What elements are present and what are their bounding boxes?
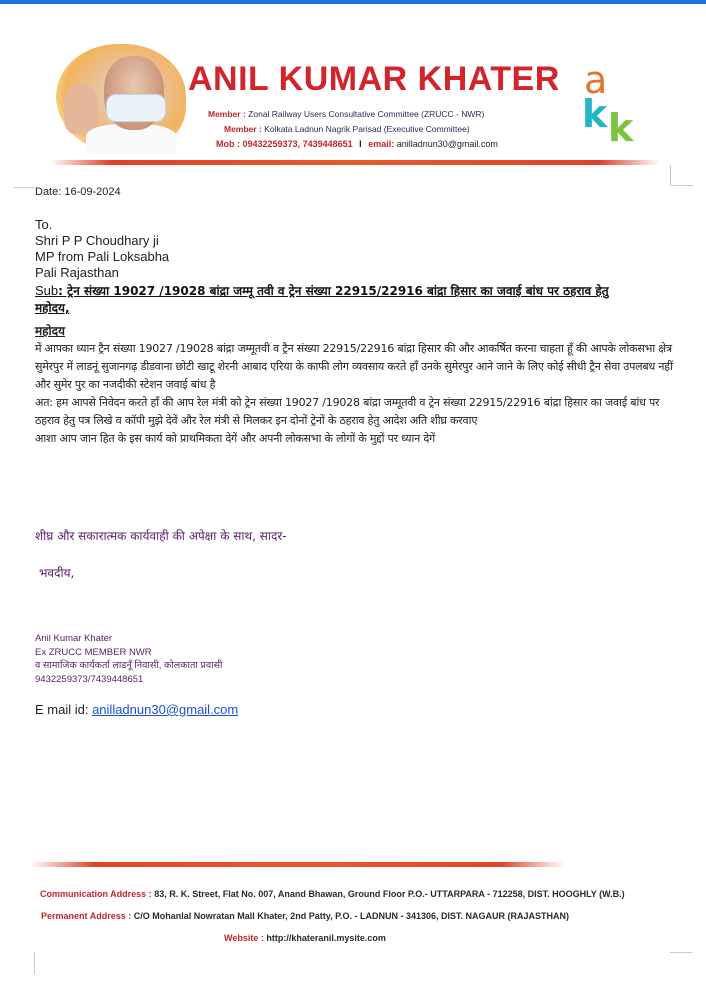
header-email-value: anilladnun30@gmail.com	[396, 139, 498, 149]
perm-label: Permanent Address :	[41, 911, 132, 921]
subject-line	[35, 282, 675, 317]
web-label: Website :	[224, 933, 264, 943]
perm-value: C/O Mohanlal Nowratan Mall Khater, 2nd Patty, P.O. - LADNUN - 341306, DIST. NAGAUR (RAJASTHAN)	[133, 911, 569, 921]
recipient-line: Shri P P Choudhary ji	[35, 233, 159, 248]
membership-1-label: Member :	[208, 109, 246, 119]
signature-name: Anil Kumar Khater	[35, 633, 113, 644]
comm-label: Communication Address :	[40, 889, 152, 899]
subject-line-2: महोदय,	[35, 301, 70, 315]
regards: भवदीय,	[39, 566, 75, 580]
contact-line	[216, 139, 498, 149]
crop-mark-top-right	[670, 165, 693, 186]
salutation: महोदय	[35, 324, 65, 338]
header-divider	[50, 160, 660, 165]
logo-letter-k2: k	[608, 106, 634, 150]
email-link[interactable]: anilladnun30@gmail.com	[92, 702, 239, 717]
letterhead-name: ANIL KUMAR KHATER	[188, 60, 560, 98]
footer-addresses	[40, 883, 625, 949]
body-paragraph: अत: हम आपसे निवेदन करते हाँ की आप रेल मंत्री को ट्रेन संख्या 19027 /19028 बांद्रा जम्मूतवी व ट्रेन संख्या 22915/22916 बांद्रा हिसार का जवाई बांध पर ठहराव हेतु पत्र लिखे व कॉपी मुझे देवें और रेल मंत्री से मिलकर इन दोनों ट्रेनों के ठहराव हेतु आदेश अति शीघ्र करवाए	[35, 396, 660, 427]
letter-body	[35, 340, 675, 448]
membership-line-1	[208, 109, 484, 119]
crop-mark-bottom-left	[34, 952, 36, 974]
logo-letter-a: a	[584, 58, 608, 102]
body-paragraph: में आपका ध्यान ट्रैन संख्या 19027 /19028 बांद्रा जम्मूतवी व ट्रैन संख्या 22915/22916 बांद्रा हिसार की और आकर्षित करना चाहता हूँ की आपके लोकसभा क्षेत्र सुमेरपुर में लाडनूं सुजानगढ़ डीडवाना छोटी खाटू शेरनी आबाद एरिया के काफी लोग व्यवसाय करते हाँ उनके सुमेरपुर आने जाने के लिए कोई सीधी ट्रैन सेवा उपलबध नहीं और सुमेर पुर का नजदीकी स्टेशन जवाई बांध है	[35, 342, 673, 391]
signature-block	[35, 632, 223, 686]
akk-logo	[582, 58, 652, 148]
crop-mark-top-left	[14, 167, 34, 188]
membership-2-label: Member :	[224, 124, 262, 134]
recipient-block	[35, 217, 169, 281]
top-accent-bar	[0, 0, 706, 4]
email-line	[35, 702, 238, 717]
subject-text: : ट्रेन संख्या 19027 /19028 बांद्रा जम्मू तवी व ट्रेन संख्या 22915/22916 बांद्रा हिसार का जवाई बांध पर ठहराव हेतु	[58, 284, 609, 298]
portrait-mask	[106, 94, 166, 122]
signature-phone: 9432259373/7439448651	[35, 673, 144, 685]
membership-2-text: Kolkata Ladnun Nagrik Parisad (Executive Committee)	[264, 124, 470, 134]
membership-line-2	[224, 124, 470, 134]
mob-label: Mob :	[216, 139, 240, 149]
website	[40, 927, 570, 949]
membership-1-text: Zonal Railway Users Consultative Committee (ZRUCC - NWR)	[248, 109, 485, 119]
to-line: To.	[35, 217, 53, 232]
signature-description: व सामाजिक कार्यकर्ता लाडनूँ निवासी, कोलकाता प्रवासी	[35, 660, 223, 671]
portrait-photo	[56, 44, 186, 154]
closing-request: शीघ्र और सकारात्मक कार्यवाही की अपेक्षा के साथ, सादर-	[35, 529, 287, 543]
body-paragraph: आशा आप जान हित के इस कार्य को प्राथमिकता देगें और अपनी लोकसभा के लोगों के मुद्दों पर ध्यान देगें	[35, 432, 435, 445]
communication-address	[40, 883, 625, 905]
subject-prefix: Sub	[35, 283, 59, 298]
recipient-line: MP from Pali Loksabha	[35, 249, 170, 264]
contact-separator: I	[359, 139, 362, 149]
footer-divider	[30, 862, 565, 867]
logo-letter-k1: k	[582, 92, 608, 136]
signature-title: Ex ZRUCC MEMBER NWR	[35, 646, 152, 658]
letter-date: Date: 16-09-2024	[35, 186, 121, 198]
header-email-label: email:	[368, 139, 395, 149]
web-value[interactable]: http://khateranil.mysite.com	[266, 933, 386, 943]
recipient-line: Pali Rajasthan	[35, 265, 119, 280]
crop-mark-bottom-right	[670, 952, 692, 973]
comm-value: 83, R. K. Street, Flat No. 007, Anand Bhawan, Ground Floor P.O.- UTTARPARA - 712258, DIST. HOOGHLY (W.B.)	[154, 889, 625, 899]
permanent-address	[40, 905, 570, 927]
email-label: E mail id:	[35, 702, 93, 717]
portrait-hand	[64, 84, 98, 134]
mob-value: 09432259373, 7439448651	[242, 139, 353, 149]
